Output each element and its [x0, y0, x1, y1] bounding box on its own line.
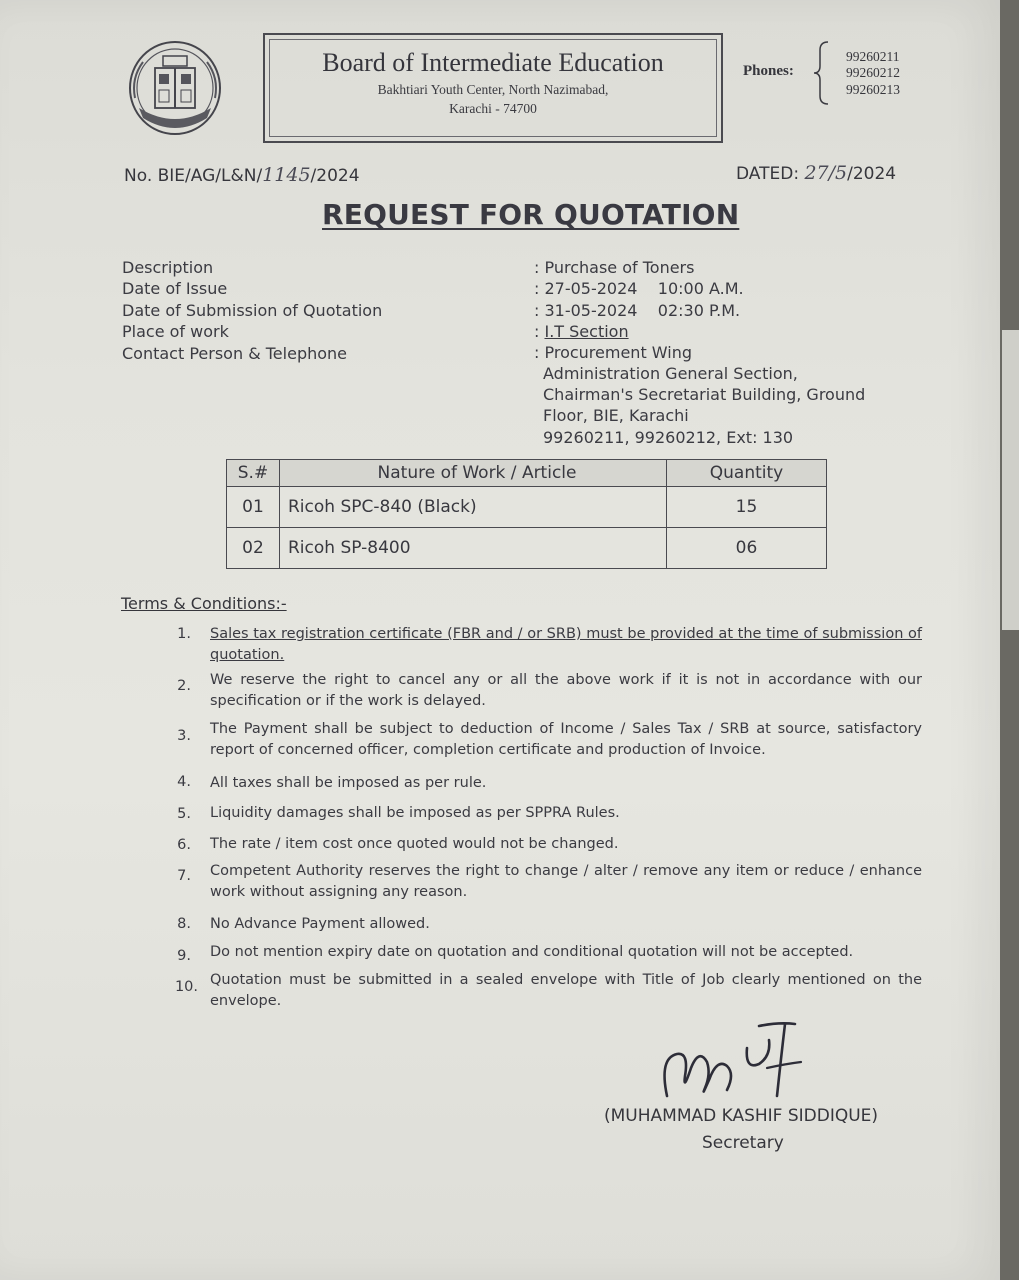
term-text: Do not mention expiry date on quotation and conditional quotation will not be accepted. — [210, 944, 854, 960]
term-number: 5. — [177, 806, 191, 822]
cell-article: Ricoh SP-8400 — [280, 528, 667, 569]
detail-value: : Procurement Wing — [534, 343, 693, 362]
contact-line: Administration General Section, — [543, 364, 798, 383]
header-cell-sn: S.# — [227, 460, 280, 487]
board-emblem-icon — [125, 38, 225, 140]
document-date — [736, 162, 896, 184]
term-text: Competent Authority reserves the right to change / alter / remove any item or reduce / enhance work without assigning any reason. — [210, 863, 922, 900]
cell-article: Ricoh SPC-840 (Black) — [280, 487, 667, 528]
header-cell-article: Nature of Work / Article — [280, 460, 667, 487]
detail-value — [534, 322, 629, 341]
items-table — [226, 459, 827, 569]
curly-brace-icon — [812, 40, 832, 106]
detail-value-prefix: : — [534, 322, 545, 341]
term-text: Sales tax registration certificate (FBR and / or SRB) must be provided at the time of submission of quotation. — [210, 626, 922, 663]
term-number: 1. — [177, 626, 191, 642]
term-text: The rate / item cost once quoted would not be changed. — [210, 836, 619, 852]
signatory-designation: Secretary — [702, 1133, 784, 1153]
term-number: 7. — [177, 868, 191, 884]
detail-label: Description — [122, 258, 214, 277]
background-edge — [1000, 0, 1019, 1280]
detail-label: Place of work — [122, 322, 229, 341]
detail-label: Contact Person & Telephone — [122, 344, 348, 363]
date-label: DATED: — [736, 164, 800, 184]
contact-line: Floor, BIE, Karachi — [543, 406, 689, 425]
detail-label: Date of Issue — [122, 279, 228, 298]
detail-value: : Purchase of Toners — [534, 258, 695, 277]
cell-sn: 01 — [227, 487, 280, 528]
term-number: 8. — [177, 916, 191, 932]
phones-label: Phones: — [743, 63, 794, 79]
term-text: We reserve the right to cancel any or all the above work if it is not in accordance with our specification or if the work is delayed. — [210, 672, 922, 709]
term-number: 10. — [174, 979, 198, 995]
address-line-2: Karachi - 74700 — [449, 101, 537, 116]
signatory-name: (MUHAMMAD KASHIF SIDDIQUE) — [604, 1106, 879, 1126]
detail-value: : 27-05-2024 10:00 A.M. — [534, 279, 744, 298]
date-suffix: /2024 — [847, 164, 897, 184]
phone-number: 99260212 — [846, 65, 900, 80]
signature-icon — [655, 1018, 815, 1108]
cell-quantity: 06 — [667, 528, 827, 569]
reference-prefix: No. BIE/AG/L&N/ — [124, 166, 263, 186]
term-number: 2. — [177, 678, 191, 694]
term-number: 4. — [177, 774, 191, 790]
term-text: All taxes shall be imposed as per rule. — [210, 775, 487, 791]
detail-label: Date of Submission of Quotation — [122, 301, 383, 320]
header-cell-quantity: Quantity — [667, 460, 827, 487]
contact-line: 99260211, 99260212, Ext: 130 — [543, 428, 794, 447]
cell-quantity: 15 — [667, 487, 827, 528]
term-number: 9. — [177, 948, 191, 964]
place-of-work-value: I.T Section — [544, 322, 629, 341]
document-title: REQUEST FOR QUOTATION — [322, 198, 740, 231]
address-line-1: Bakhtiari Youth Center, North Nazimabad, — [377, 82, 609, 97]
term-text: No Advance Payment allowed. — [210, 916, 430, 932]
table-row — [227, 487, 827, 528]
terms-heading: Terms & Conditions:- — [121, 594, 287, 613]
term-text: Quotation must be submitted in a sealed envelope with Title of Job clearly mentioned on the envelope. — [210, 972, 922, 1009]
organization-name: Board of Intermediate Education — [322, 48, 664, 77]
detail-value: : 31-05-2024 02:30 P.M. — [534, 301, 741, 320]
table-header-row — [227, 460, 827, 487]
cell-sn: 02 — [227, 528, 280, 569]
reference-suffix: /2024 — [310, 166, 360, 186]
phone-number: 99260213 — [846, 82, 900, 97]
term-number: 3. — [177, 728, 191, 744]
reference-number — [124, 164, 360, 186]
reference-handwritten: 1145 — [262, 164, 311, 186]
term-number: 6. — [177, 837, 191, 853]
phone-number: 99260211 — [846, 49, 900, 64]
table-row — [227, 528, 827, 569]
date-handwritten: 27/5 — [804, 162, 848, 184]
term-text: The Payment shall be subject to deduction of Income / Sales Tax / SRB at source, satisfactory report of concerned officer, completion certificate and production of Invoice. — [210, 721, 922, 758]
contact-line: Chairman's Secretariat Building, Ground — [543, 385, 866, 404]
term-text: Liquidity damages shall be imposed as per SPPRA Rules. — [210, 805, 620, 821]
